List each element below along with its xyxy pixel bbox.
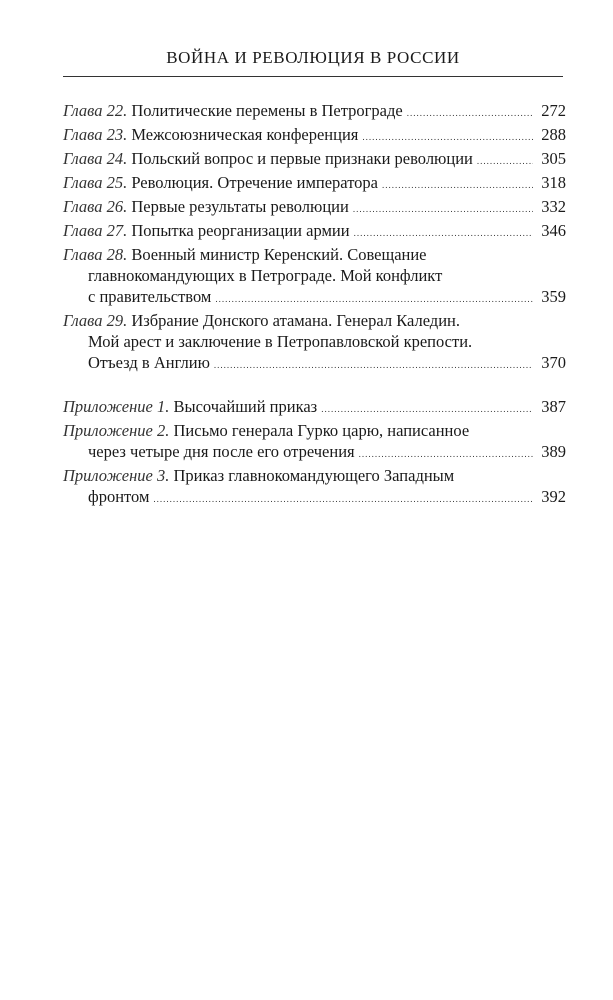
header-rule: [63, 76, 563, 77]
entry-title-line: фронтом: [88, 487, 150, 506]
entry-label: Глава 22.: [63, 101, 128, 120]
toc-entry-appendix-1[interactable]: [63, 396, 566, 420]
entry-title: Польский вопрос и первые признаки революции: [131, 149, 473, 168]
table-of-contents: [63, 100, 566, 510]
entry-title-line: Избрание Донского атамана. Генерал Каледин.: [131, 311, 460, 330]
entry-title-line: Мой арест и заключение в Петропавловской крепости.: [88, 332, 473, 351]
entry-title-line: Приказ главнокомандующего Западным: [173, 466, 455, 485]
dot-leader: [359, 444, 533, 465]
entry-title: Первые результаты революции: [131, 197, 349, 216]
entry-label: Глава 25.: [63, 173, 128, 192]
entry-title: Межсоюзническая конференция: [131, 125, 359, 144]
entry-title-line: с правительством: [88, 287, 212, 306]
entry-title-line: через четыре дня после его отречения: [88, 442, 355, 461]
entry-label: Глава 26.: [63, 197, 128, 216]
dot-leader: [362, 127, 533, 148]
dot-leader: [215, 289, 533, 310]
entry-label: Приложение 1.: [63, 397, 170, 416]
toc-entry-chapter-29[interactable]: [63, 310, 566, 376]
page-number: 392: [541, 487, 566, 506]
page-number: 305: [541, 149, 566, 168]
page-number: 332: [541, 197, 566, 216]
dot-leader: [153, 489, 533, 510]
toc-entry-chapter-26[interactable]: [63, 196, 566, 220]
entry-title: Высочайший приказ: [173, 397, 318, 416]
toc-entry-chapter-24[interactable]: [63, 148, 566, 172]
entry-title: Революция. Отречение императора: [131, 173, 379, 192]
entry-label: Глава 23.: [63, 125, 128, 144]
entry-label: Приложение 3.: [63, 466, 170, 485]
entry-label: Глава 29.: [63, 311, 128, 330]
page-number: 389: [541, 442, 566, 461]
page-number: 387: [541, 397, 566, 416]
entry-label: Глава 28.: [63, 245, 128, 264]
dot-leader: [382, 175, 533, 196]
page-number: 318: [541, 173, 566, 192]
entry-title-line: Отъезд в Англию: [88, 353, 210, 372]
entry-title-line: Письмо генерала Гурко царю, написанное: [173, 421, 470, 440]
dot-leader: [354, 223, 533, 244]
page-number: 346: [541, 221, 566, 240]
entry-label: Приложение 2.: [63, 421, 170, 440]
toc-entry-appendix-3[interactable]: [63, 465, 566, 510]
toc-entry-chapter-25[interactable]: [63, 172, 566, 196]
entry-title: Политические перемены в Петрограде: [131, 101, 403, 120]
running-head: ВОЙНА И РЕВОЛЮЦИЯ В РОССИИ: [166, 48, 460, 67]
entry-title: Попытка реорганизации армии: [131, 221, 350, 240]
dot-leader: [477, 151, 533, 172]
entry-label: Глава 24.: [63, 149, 128, 168]
toc-entry-appendix-2[interactable]: [63, 420, 566, 465]
page-number: 370: [541, 353, 566, 372]
dot-leader: [407, 103, 533, 124]
toc-entry-chapter-23[interactable]: [63, 124, 566, 148]
entry-title-line: главнокомандующих в Петрограде. Мой конфликт: [88, 266, 443, 285]
dot-leader: [353, 199, 533, 220]
toc-entry-chapter-22[interactable]: [63, 100, 566, 124]
entry-title-line: Военный министр Керенский. Совещание: [131, 245, 427, 264]
section-gap: [63, 376, 566, 396]
toc-entry-chapter-28[interactable]: [63, 244, 566, 310]
page-number: 359: [541, 287, 566, 306]
toc-entry-chapter-27[interactable]: [63, 220, 566, 244]
page-number: 272: [541, 101, 566, 120]
dot-leader: [214, 355, 533, 376]
dot-leader: [321, 399, 533, 420]
page-number: 288: [541, 125, 566, 144]
entry-label: Глава 27.: [63, 221, 128, 240]
